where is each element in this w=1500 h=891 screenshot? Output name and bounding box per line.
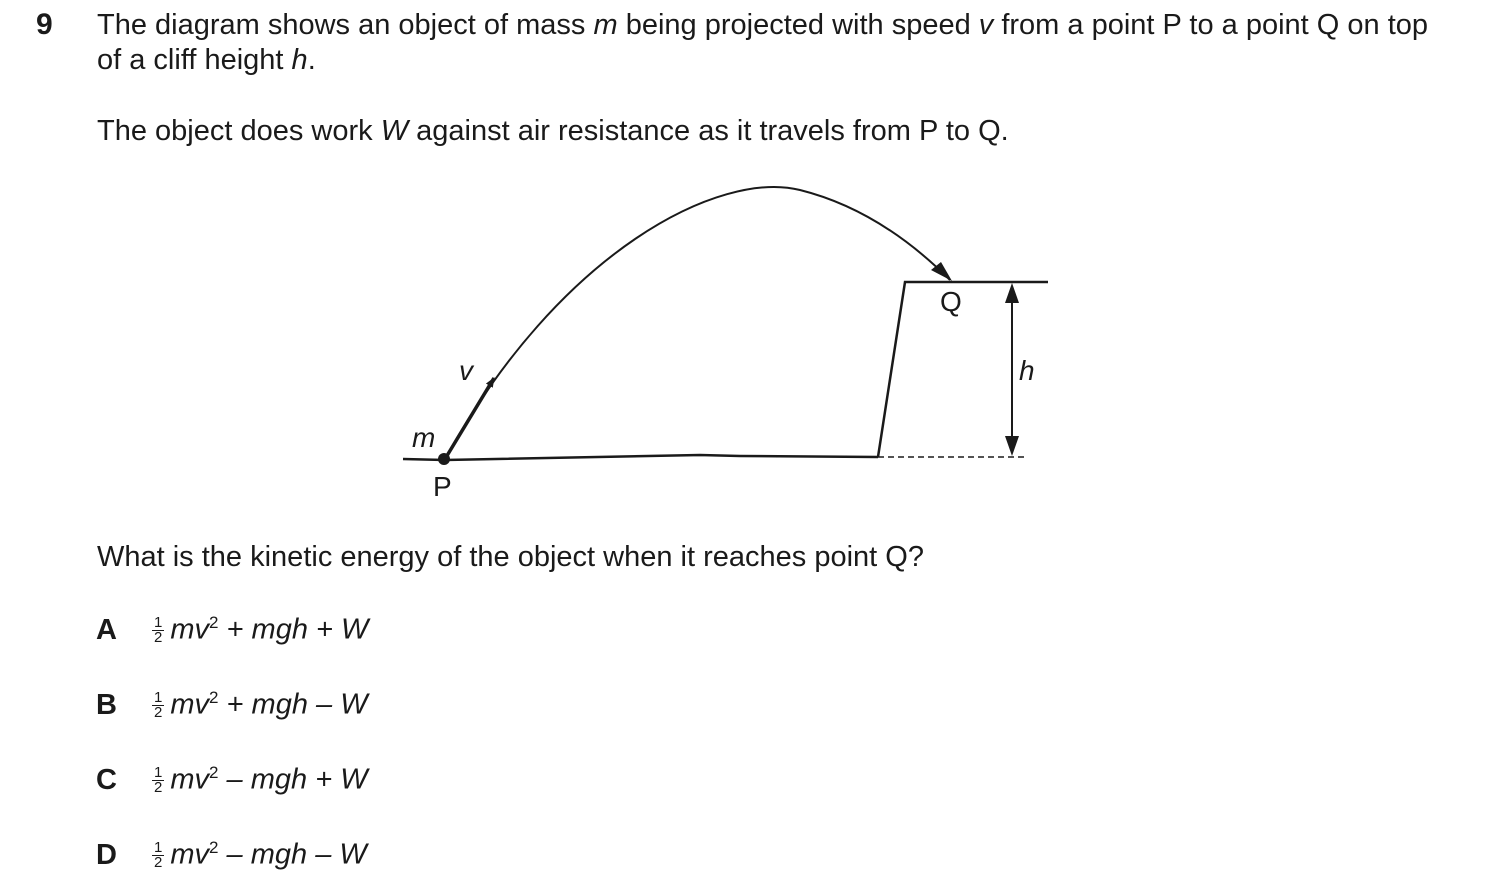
question-context: The object does work W against air resistance as it travels from P to Q. — [97, 115, 1009, 147]
option-letter: C — [96, 763, 117, 796]
option-letter: D — [96, 838, 117, 871]
question-stem: The diagram shows an object of mass m being projected with speed v from a point P to a point Q on top of a cliff height h. — [97, 9, 1429, 76]
option-letter: B — [96, 688, 117, 721]
option-c[interactable] — [96, 758, 368, 802]
option-expression: $mv^2$ + mgh – W — [170, 688, 368, 721]
point-q-label: Q — [940, 286, 962, 317]
fraction-half: $\frac{1}{2}$ — [154, 688, 163, 721]
height-label: h — [1019, 355, 1035, 386]
point-p-dot — [438, 453, 450, 465]
trajectory-curve — [445, 187, 950, 459]
height-arrow-top-head — [1005, 283, 1019, 303]
question-number: 9 — [36, 8, 53, 41]
fraction-half: $\frac{1}{2}$ — [154, 763, 163, 796]
option-expression: $mv^2$ – mgh + W — [170, 763, 368, 796]
question-prompt: What is the kinetic energy of the object when it reaches point Q? — [97, 541, 924, 573]
ground-line — [403, 455, 878, 460]
mass-label: m — [412, 422, 436, 453]
point-p-label: P — [433, 471, 452, 502]
option-a[interactable] — [96, 608, 368, 652]
option-d[interactable] — [96, 833, 367, 877]
option-letter: A — [96, 613, 117, 646]
fraction-half: $\frac{1}{2}$ — [154, 613, 163, 646]
velocity-arrow — [445, 378, 494, 459]
speed-label: v — [459, 355, 473, 386]
option-b[interactable] — [96, 683, 368, 727]
fraction-half: $\frac{1}{2}$ — [154, 838, 163, 871]
option-expression: $mv^2$ + mgh + W — [170, 613, 369, 646]
option-expression: $mv^2$ – mgh – W — [170, 838, 367, 871]
height-arrow-bottom-head — [1005, 436, 1019, 456]
